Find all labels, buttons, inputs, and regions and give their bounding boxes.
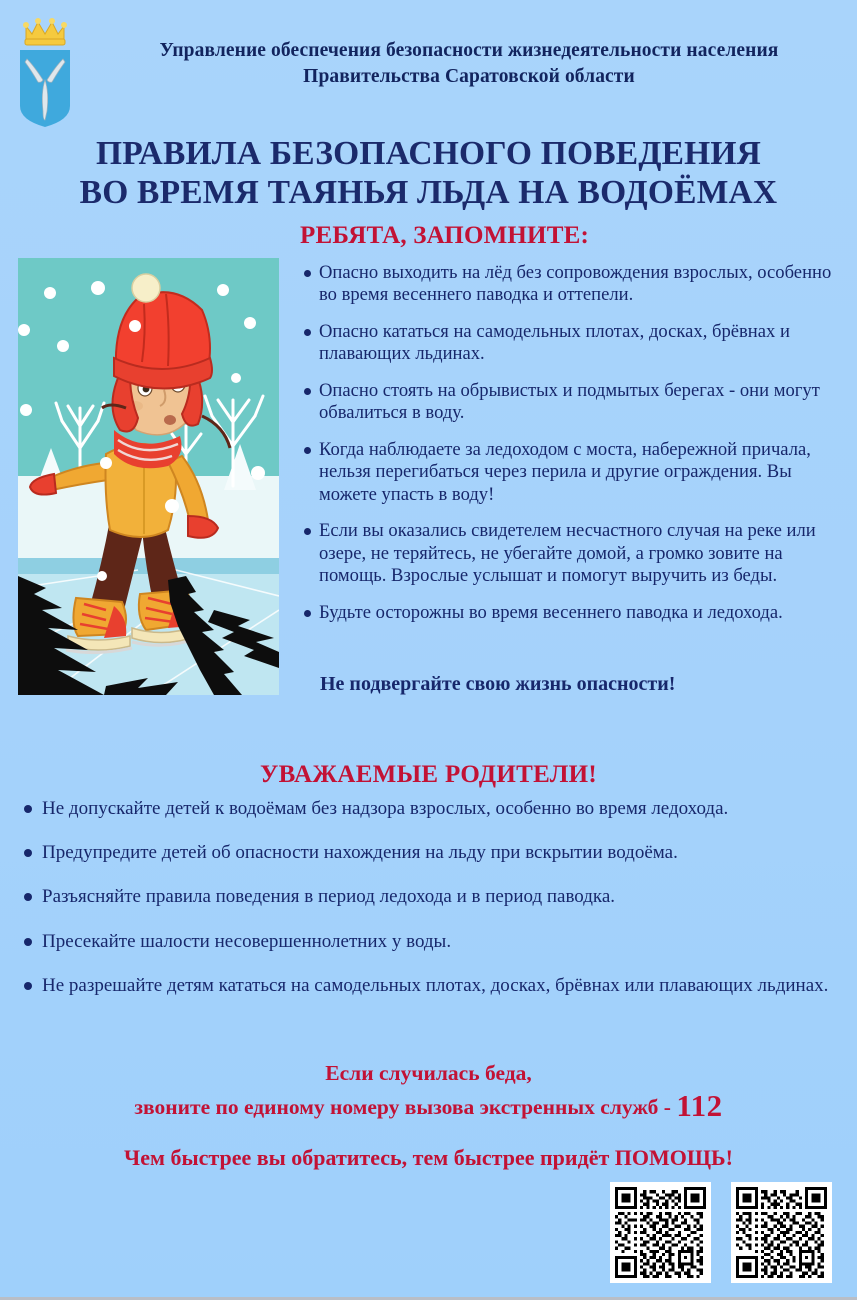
qr-code-group	[610, 1182, 850, 1286]
parents-rule-text: Пресекайте шалости несовершеннолетних у воды.	[42, 930, 452, 952]
emergency-line-3: Чем быстрее вы обратитесь, тем быстрее придёт ПОМОЩЬ!	[124, 1144, 733, 1170]
kids-rule-text: Опасно выходить на лёд без сопровождения взрослых, особенно во время весеннего паводка и оттепели.	[319, 262, 832, 306]
parents-rules-list	[18, 797, 842, 1018]
emergency-line-2	[0, 1087, 857, 1125]
list-item	[303, 262, 851, 307]
list-item	[18, 885, 842, 908]
kids-rule-text: Когда наблюдаете за ледоходом с моста, набережной причала, нельзя перегибаться через перила и другие ограждения. Вы можете упасть в воду!	[319, 438, 811, 505]
page-title-line-1: ПРАВИЛА БЕЗОПАСНОГО ПОВЕДЕНИЯ	[95, 135, 762, 172]
kids-rule-text: Если вы оказались свидетелем несчастного случая на реке или озере, не теряйтесь, не убегайте домой, а громко зовите на помощь. Взрослые услышат и помогут выручить из беды.	[319, 520, 816, 587]
page-title	[18, 134, 839, 212]
kids-rule-text: Опасно стоять на обрывистых и подмытых берегах - они могут обвалиться в воду.	[319, 379, 820, 424]
kids-rule-text: Опасно кататься на самодельных плотах, досках, брёвнах и плавающих льдинах.	[319, 320, 790, 365]
org-line-2: Правительства Саратовской области	[303, 65, 635, 87]
parents-rule-text: Не разрешайте детям кататься на самодельных плотах, досках, брёвнах или плавающих льдинах.	[42, 974, 829, 996]
child-skating-illustration	[18, 258, 279, 695]
parents-rule-text: Предупредите детей об опасности нахождения на льду при вскрытии водоёма.	[42, 842, 678, 864]
poster-header	[0, 0, 857, 128]
qr-code-left[interactable]	[610, 1182, 711, 1283]
list-item	[18, 930, 842, 953]
parents-section-heading: УВАЖАЕМЫЕ РОДИТЕЛИ!	[259, 761, 598, 788]
list-item	[18, 841, 842, 864]
list-item	[18, 797, 842, 820]
kids-section-heading: РЕБЯТА, ЗАПОМНИТЕ:	[300, 222, 589, 249]
parents-rule-text: Не допускайте детей к водоёмам без надзора взрослых, особенно во время ледохода.	[42, 798, 729, 819]
emergency-line-2-prefix: звоните по единому номеру вызова экстренных служб -	[134, 1094, 677, 1119]
list-item	[303, 321, 851, 366]
qr-code-right[interactable]	[731, 1182, 832, 1283]
list-item	[303, 602, 851, 624]
kids-rules-list	[303, 262, 851, 638]
parents-rule-text: Разъясняйте правила поведения в период ледохода и в период паводка.	[42, 886, 616, 908]
list-item	[303, 380, 851, 425]
emergency-number: 112	[676, 1087, 723, 1123]
page-title-line-2: ВО ВРЕМЯ ТАЯНЬЯ ЛЬДА НА ВОДОЁМАХ	[79, 174, 778, 212]
kids-closing-warning: Не подвергайте свою жизнь опасности!	[320, 673, 676, 695]
emergency-line-1: Если случилась беда,	[325, 1061, 532, 1085]
emergency-call-block	[0, 1060, 857, 1171]
list-item	[303, 520, 851, 587]
kids-rule-text: Будьте осторожны во время весеннего паводка и ледохода.	[319, 601, 783, 623]
saratov-coat-of-arms-icon	[14, 10, 76, 128]
list-item	[18, 974, 842, 997]
organization-title	[86, 38, 852, 89]
org-line-1: Управление обеспечения безопасности жизнедеятельности населения	[159, 40, 779, 61]
list-item	[303, 439, 851, 506]
